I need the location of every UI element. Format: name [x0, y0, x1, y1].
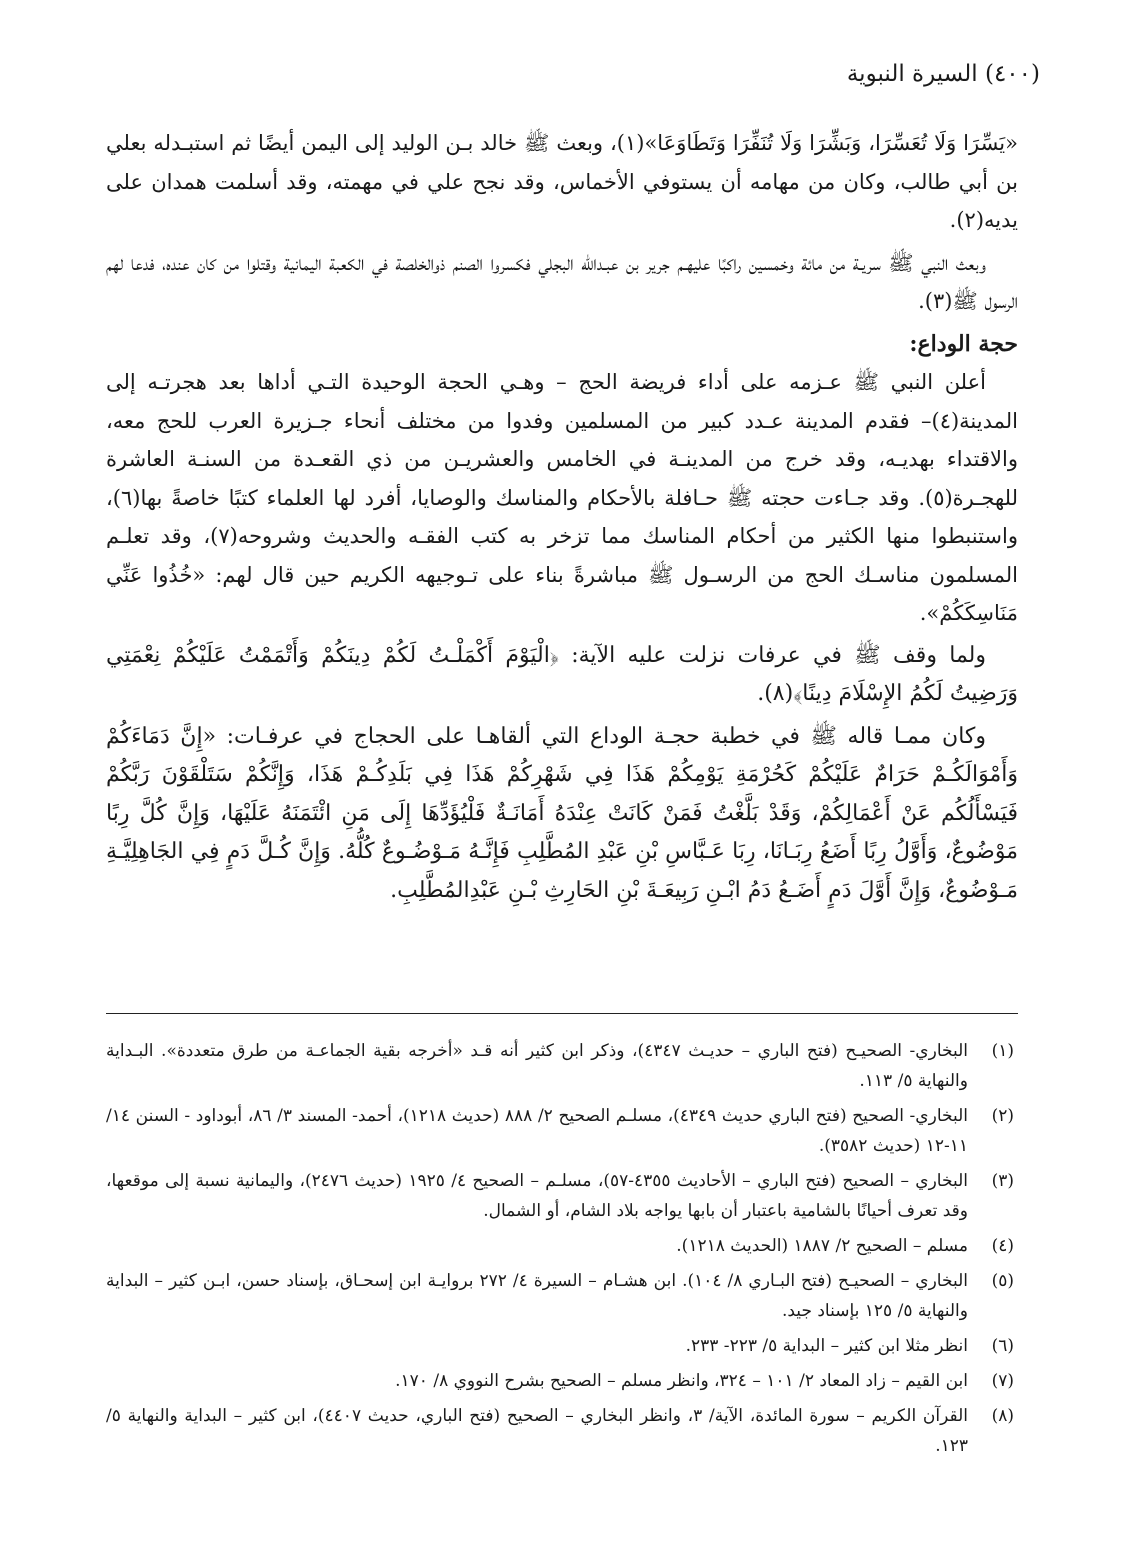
footnote: [106, 1366, 1018, 1396]
footnote: [106, 1101, 1018, 1161]
footnote-number: (٨): [991, 1406, 1014, 1426]
footnote-divider: [106, 1013, 1018, 1014]
footnote-text: مسلم – الصحيح ٢/ ١٨٨٧ (الحديث ١٢١٨).: [676, 1236, 968, 1256]
footnote-text: البخاري – الصحيـح (فتح البـاري ٨/ ١٠٤). ابن هشـام – السيرة ٤/ ٢٧٢ بروايـة ابن إسحـاق، بإسناد حسن، ابـن كثير – البداية والنهاية ٥/ ١٢٥ بإسناد جيد.: [106, 1271, 968, 1321]
footnote-number: (٢): [991, 1106, 1014, 1126]
footnote-text: البخاري – الصحيح (فتح الباري – الأحاديث ٤٣٥٥-٥٧)، مسلـم – الصحيح ٤/ ١٩٢٥ (حديث ٢٤٧٦)، واليمانية نسبة إلى موقعها، وقد تعرف أحيانًا بالشامية باعتبار أن بابها يواجه بلاد الشام، أو الشمال.: [106, 1171, 968, 1221]
footnote-text: القرآن الكريم – سورة المائدة، الآية/ ٣، وانظر البخاري – الصحيح (فتح الباري، حديث ٤٤٠٧)، ابن كثير – البداية والنهاية ٥/ ١٢٣.: [106, 1406, 968, 1456]
footnotes-list: [106, 1036, 1018, 1466]
footnote-number: (٧): [991, 1371, 1014, 1391]
footnote: [106, 1401, 1018, 1461]
page-number: (٤٠٠): [984, 61, 1040, 87]
paragraph-5: وكان ممـا قاله ﷺ في خطبة حجـة الوداع التي ألقاهـا على الحجاج في عرفـات: «إِنَّ دَمَاءَكُمْ وَأَمْوَالَكُـمْ حَرَامٌ عَلَيْكُمْ كَحُرْمَةِ يَوْمِكُمْ هَذَا فِي شَهْرِكُمْ هَذَا فِي بَلَدِكُـمْ هَذَا، وَإِنَّكُمْ سَتَلْقَوْنَ رَبَّكُمْ فَيَسْأَلُكُم عَنْ أَعْمَالِكُمْ، وَقَدْ بَلَّغْتُ فَمَنْ كَانَتْ عِنْدَهُ أَمَانَـةٌ فَلْيُؤَدِّهَا إِلَى مَنِ ائْتَمَنَهُ عَلَيْهَا، وَإِنَّ كُلَّ رِبًا مَوْضُوعٌ، وَأَوَّلُ رِبًا أَضَعُ رِبَـانَا، رِبَا عَـبَّاسِ بْنِ عَبْدِ المُطَّلِبِ فَإِنَّـهُ مَـوْضُـوعٌ كُلُّهُ. وَإِنَّ كُـلَّ دَمٍ فِي الجَاهِلِيَّـةِ مَـوْضُوعٌ، وَإِنَّ أَوَّلَ دَمٍ أَضَـعُ دَمُ ابْـنِ رَبِيعَـةَ بْنِ الحَارِثِ بْـنِ عَبْدِالمُطَّلِبِ.: [106, 723, 1018, 903]
paragraph-1: «يَسِّرَا وَلَا تُعَسِّرَا، وَبَشِّرَا وَلَا تُنَفِّرَا وَتَطَاوَعَا»(١)، وبعث ﷺ خالد بـن الوليد إلى اليمن أيضًا ثم استبـدله بعلي بن أبي طالب، وكان من مهامه أن يستوفي الأخماس، وقد نجح علي في مهمته، وقد أسلمت همدان على يديه(٢).: [106, 131, 1018, 232]
footnote: [106, 1231, 1018, 1261]
footnote-number: (٤): [991, 1236, 1014, 1256]
footnote-number: (٣): [991, 1171, 1014, 1191]
paragraph-3: أعلن النبي ﷺ عـزمه على أداء فريضة الحج – وهـي الحجة الوحيدة التـي أداها بعد هجرتـه إلى المدينة(٤)– فقدم المدينة عـدد كبير من المسلمين وفدوا من مختلف أنحاء جـزيرة العرب للحج معه، والاقتداء بهديـه، وقد خرج من المدينـة في الخامس والعشريـن من ذي القعـدة من السنـة العاشرة للهجـرة(٥). وقد جـاءت حجته ﷺ حـافلة بالأحكام والمناسك والوصايا، أفرد لها العلماء كتبًا خاصةً بها(٦)، واستنبطوا منها الكثير من أحكام المناسك مما تزخر به كتب الفقـه والحديث وشروحه(٧)، وقد تعلـم المسلمون مناسـك الحج من الرسـول ﷺ مباشرةً بناء على تـوجيهه الكريم حين قال لهم: «خُذُوا عَنِّي مَنَاسِكَكُمْ».: [106, 370, 1018, 625]
footnote-text: انظر مثلا ابن كثير – البداية ٥/ ٢٢٣- ٢٣٣.: [685, 1336, 968, 1356]
footnote-number: (١): [991, 1041, 1014, 1061]
running-title: السيرة النبوية: [846, 61, 978, 87]
footnote-number: (٦): [991, 1336, 1014, 1356]
paragraph-4: ولما وقف ﷺ في عرفات نزلت عليه الآية: ﴿الْيَوْمَ أَكْمَلْـتُ لَكُمْ دِينَكُمْ وَأَتْمَمْتُ عَلَيْكُمْ نِعْمَتِي وَرَضِيتُ لَكُمُ الإِسْلَامَ دِينًا﴾(٨).: [106, 642, 1018, 706]
footnote-text: ابن القيم – زاد المعاد ٢/ ١٠١ – ٣٢٤، وانظر مسلم – الصحيح بشرح النووي ٨/ ١٧٠.: [395, 1371, 968, 1391]
main-text: [106, 124, 1018, 910]
footnote: [106, 1036, 1018, 1096]
footnote: [106, 1266, 1018, 1326]
paragraph-2: وبعث النبي ﷺ سريـة من مائة وخمسين راكبًا عليهـم جرير بن عبـدالله البجلي فكسروا الصنم ذوالخلصة في الكعبة اليمانية وقتلوا من كان عنده، فدعا لهم الرسول ﷺ(٣).: [106, 250, 1018, 313]
running-header: [847, 58, 1040, 90]
footnote-text: البخاري- الصحيـح (فتح الباري – حديـث ٤٣٤٧)، وذكر ابن كثير أنه قـد «أخرجه بقية الجماعـة من طرق متعددة». البـداية والنهاية ٥/ ١١٣.: [106, 1041, 968, 1091]
footnote-number: (٥): [991, 1271, 1014, 1291]
footnote-text: البخاري- الصحيح (فتح الباري حديث ٤٣٤٩)، مسلـم الصحيح ٢/ ٨٨٨ (حديث ١٢١٨)، أحمد- المسند ٣/ ٨٦، أبوداود - السنن ١٤/ ١١-١٢ (حديث ٣٥٨٢).: [106, 1106, 969, 1156]
footnote: [106, 1166, 1018, 1226]
section-heading: حجة الوداع:: [909, 330, 1018, 357]
footnote: [106, 1331, 1018, 1361]
